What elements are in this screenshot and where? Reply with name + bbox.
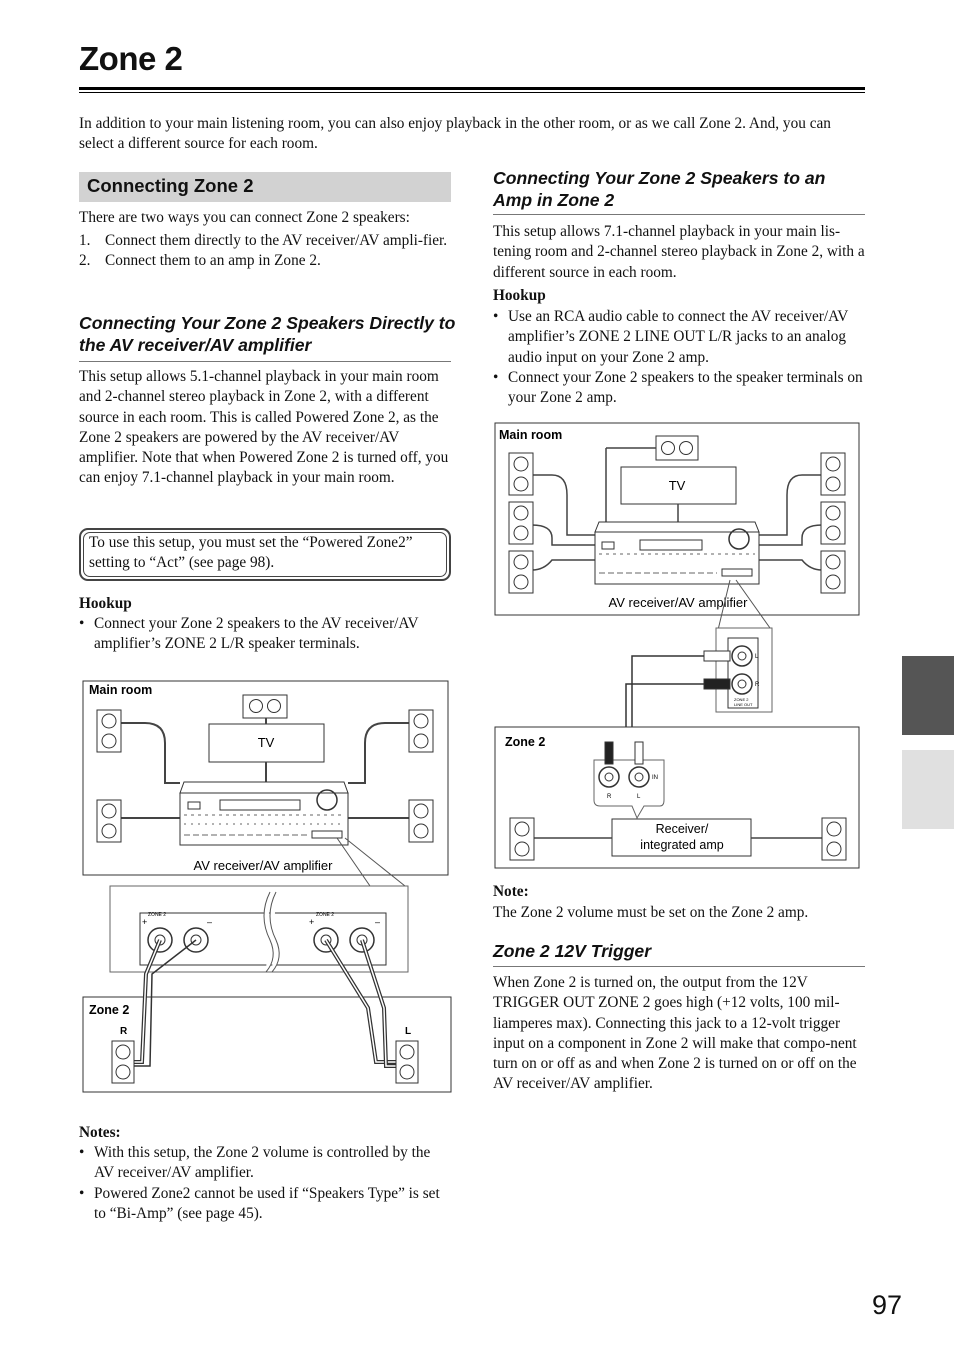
terminal-panel bbox=[140, 913, 386, 965]
title-rule bbox=[79, 87, 865, 90]
hookup-list bbox=[493, 307, 865, 408]
ways-list bbox=[79, 231, 451, 272]
zone2-amp-label: integrated amp bbox=[640, 838, 724, 852]
svg-text:R: R bbox=[607, 794, 612, 800]
svg-text:R: R bbox=[755, 682, 760, 688]
zone2-speaker-icon bbox=[822, 818, 846, 860]
zone2-speaker-icon bbox=[510, 818, 534, 860]
speaker-icon bbox=[821, 502, 845, 544]
center-speaker-icon bbox=[656, 436, 698, 460]
page-number: 97 bbox=[872, 1290, 903, 1320]
rca-plug-icon bbox=[635, 742, 643, 764]
amp-body: This setup allows 7.1-channel playback in your main lis-tening room and 2-channel stereo playback in Zone 2, with a different source in each room. bbox=[493, 223, 865, 281]
list-item: 1. Connect them directly to the AV receiver/AV ampli-fier. bbox=[79, 232, 448, 249]
receiver-label: AV receiver/AV amplifier bbox=[193, 858, 333, 873]
svg-text:L: L bbox=[755, 654, 759, 660]
chapter-tab-active bbox=[902, 656, 954, 735]
note-title: Note: bbox=[493, 883, 529, 900]
list-item: • Connect your Zone 2 speakers to the AV receiver/AV amplifier’s ZONE 2 L/R speaker terminals. bbox=[79, 614, 451, 655]
section-banner: Connecting Zone 2 bbox=[79, 172, 451, 202]
svg-text:LINE OUT: LINE OUT bbox=[734, 702, 753, 707]
hookup-list bbox=[79, 614, 451, 655]
zone2-label: Zone 2 bbox=[89, 1003, 130, 1017]
svg-text:ZONE 2: ZONE 2 bbox=[316, 912, 335, 918]
svg-text:–: – bbox=[375, 917, 381, 927]
speaker-icon bbox=[509, 453, 533, 495]
rca-plug-icon bbox=[704, 651, 730, 661]
speaker-icon bbox=[821, 453, 845, 495]
setup-note-box bbox=[79, 528, 451, 581]
direct-body: This setup allows 5.1-channel playback in your main room and 2-channel stereo playback in Zone 2, with a different source in each room. This is called Powered Zone 2, as the Zone 2 speakers are powered by the AV receiver/AV amplifier. Note that when Powered Zone 2 is turned off, you can enjoy 7.1-channel playback in your main room. bbox=[79, 368, 449, 487]
heading-rule bbox=[79, 361, 451, 362]
speaker-icon bbox=[409, 710, 433, 752]
zone2-right-speaker-icon bbox=[112, 1041, 134, 1083]
direct-heading: Connecting Your Zone 2 Speakers Directly to the AV receiver/AV amplifier bbox=[79, 313, 456, 355]
main-room-label: Main room bbox=[89, 683, 153, 697]
speaker-icon bbox=[409, 800, 433, 842]
intro-paragraph: In addition to your main listening room, you can also enjoy playback in the other room, or as we call Zone 2. And, you can select a different source for each room. bbox=[79, 115, 831, 153]
heading-rule bbox=[493, 214, 865, 215]
svg-text:L: L bbox=[637, 794, 641, 800]
main-room-label: Main room bbox=[499, 428, 563, 442]
svg-text:ZONE 2: ZONE 2 bbox=[148, 912, 167, 918]
chapter-tab bbox=[902, 750, 954, 829]
heading-rule bbox=[493, 966, 865, 967]
title-rule-thin bbox=[79, 92, 865, 93]
svg-text:IN: IN bbox=[652, 775, 658, 781]
receiver-icon bbox=[180, 782, 348, 845]
ways-intro: There are two ways you can connect Zone 2 speakers: bbox=[79, 209, 410, 226]
list-item: • With this setup, the Zone 2 volume is controlled by the AV receiver/AV amplifier. bbox=[79, 1143, 451, 1184]
receiver-label: AV receiver/AV amplifier bbox=[608, 595, 748, 610]
zone2-label: Zone 2 bbox=[505, 735, 546, 749]
note-text: The Zone 2 volume must be set on the Zone 2 amp. bbox=[493, 904, 809, 921]
list-item: • Powered Zone2 cannot be used if “Speakers Type” is set to “Bi-Amp” (see page 45). bbox=[79, 1184, 451, 1225]
speaker-icon bbox=[821, 551, 845, 593]
setup-note-text: To use this setup, you must set the “Powered Zone2” setting to “Act” (see page 98). bbox=[89, 534, 413, 572]
tv-label: TV bbox=[257, 735, 275, 750]
zone2-left-speaker-icon bbox=[396, 1041, 418, 1083]
svg-text:ZONE 2: ZONE 2 bbox=[734, 697, 749, 702]
svg-text:L: L bbox=[405, 1026, 412, 1037]
speaker-icon bbox=[97, 800, 121, 842]
rca-plug-icon bbox=[704, 679, 730, 689]
trigger-heading: Zone 2 12V Trigger bbox=[493, 941, 652, 961]
zone2-amp-diagram bbox=[492, 420, 864, 872]
speaker-icon bbox=[509, 551, 533, 593]
svg-text:–: – bbox=[207, 917, 213, 927]
hookup-title: Hookup bbox=[493, 287, 546, 304]
svg-text:R: R bbox=[120, 1026, 128, 1037]
zone2-amp-label: Receiver/ bbox=[655, 822, 709, 836]
list-item: 2. Connect them to an amp in Zone 2. bbox=[79, 252, 321, 270]
amp-heading: Connecting Your Zone 2 Speakers to an Amp in Zone 2 bbox=[493, 168, 826, 210]
tv-label: TV bbox=[668, 478, 686, 493]
rca-plug-icon bbox=[605, 742, 613, 764]
list-item: • Connect your Zone 2 speakers to the speaker terminals on your Zone 2 amp. bbox=[493, 368, 865, 409]
hookup-title: Hookup bbox=[79, 595, 132, 612]
page-title: Zone 2 bbox=[79, 40, 183, 77]
receiver-icon bbox=[595, 522, 759, 584]
list-item: • Use an RCA audio cable to connect the AV receiver/AV amplifier’s ZONE 2 LINE OUT L/R jacks to an analog audio input on your Zone 2 amp. bbox=[493, 307, 865, 368]
svg-text:+: + bbox=[309, 917, 315, 927]
notes-title: Notes: bbox=[79, 1124, 121, 1141]
speaker-icon bbox=[97, 710, 121, 752]
notes-list bbox=[79, 1143, 451, 1224]
trigger-body: When Zone 2 is turned on, the output from the 12V TRIGGER OUT ZONE 2 goes high (+12 volts, 100 mil-liamperes max). Connecting this jack to a 12-volt trigger input on a component in Zone 2 will make that compo-nent turn on or off as and when Zone 2 is turned on or off on the AV receiver/AV amplifier. bbox=[493, 974, 857, 1093]
powered-zone2-diagram bbox=[80, 678, 455, 1096]
speaker-icon bbox=[509, 502, 533, 544]
svg-text:+: + bbox=[142, 917, 148, 927]
